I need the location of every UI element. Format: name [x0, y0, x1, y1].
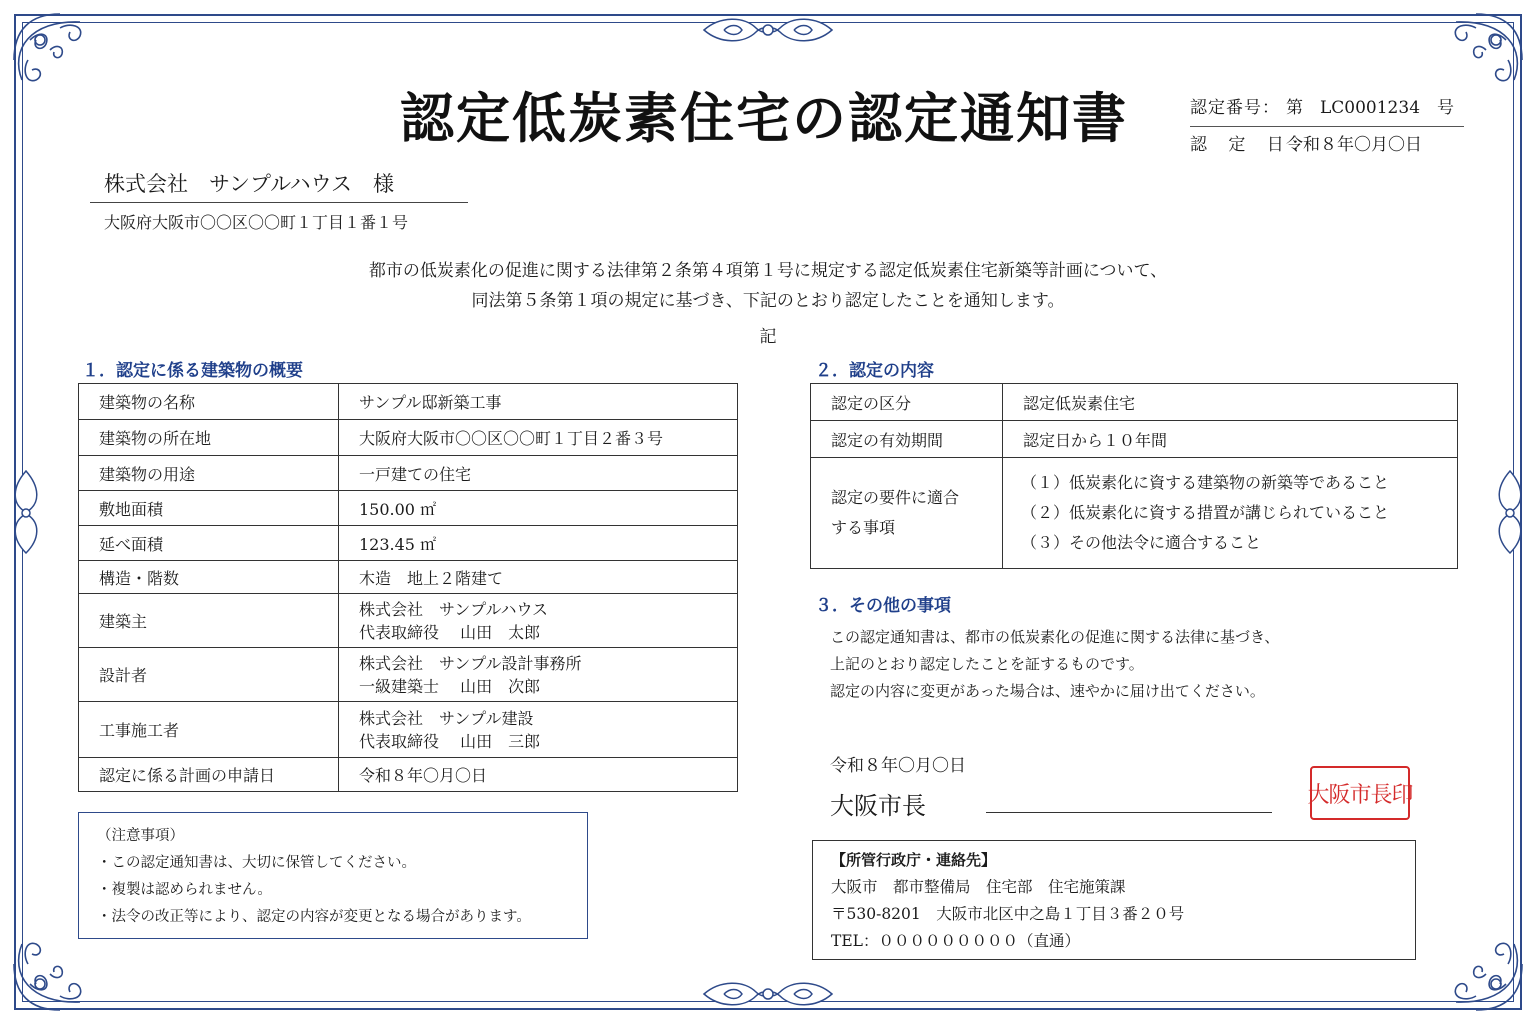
row-key: 延べ面積: [79, 526, 339, 561]
requirements-list: [1003, 458, 1458, 569]
notes-heading: （注意事項）: [97, 828, 184, 844]
note-item: ・この認定通知書は、大切に保管してください。: [97, 855, 416, 871]
row-key: 構造・階数: [79, 561, 339, 594]
row-key: 認定の有効期間: [811, 421, 1003, 458]
row-value: [339, 648, 738, 702]
issue-date: 令和８年〇月〇日: [830, 756, 966, 776]
row-key: 設計者: [79, 648, 339, 702]
row-value: 一戸建ての住宅: [339, 456, 738, 491]
value-line: 株式会社 サンプル設計事務所: [359, 653, 582, 673]
corner-ornament-icon: [1416, 904, 1536, 1024]
notes-box: [78, 812, 588, 939]
cert-date-label: 認 定 日：: [1190, 135, 1317, 155]
signature-line: [986, 812, 1272, 813]
bottom-ornament-icon: [700, 978, 836, 1010]
contact-dept: 大阪市 都市整備局 住宅部 住宅施策課: [831, 878, 1126, 896]
value-line: 株式会社 サンプルハウス: [359, 599, 548, 619]
recipient-address: 大阪府大阪市〇〇区〇〇町１丁目１番１号: [104, 213, 409, 232]
row-key: 建築主: [79, 594, 339, 648]
row-value: 木造 地上２階建て: [339, 561, 738, 594]
document-title: 認定低炭素住宅の認定通知書: [400, 86, 1128, 150]
table-row: [79, 491, 738, 526]
row-key: [811, 458, 1003, 569]
note-item: ・複製は認められません。: [97, 882, 272, 898]
contact-heading: 【所管行政庁・連絡先】: [831, 851, 997, 869]
table-row: [811, 421, 1458, 458]
corner-ornament-icon: [0, 0, 120, 120]
requirement-item: （１）低炭素化に資する建築物の新築等であること: [1021, 473, 1390, 492]
table-row: [79, 420, 738, 456]
section1-heading: １．認定に係る建築物の概要: [82, 361, 303, 381]
row-value: サンプル邸新築工事: [339, 384, 738, 420]
recipient-underline: [90, 202, 468, 203]
cert-number-label: 認定番号：: [1190, 98, 1280, 118]
cert-date-row: [1190, 127, 1464, 163]
cert-number-value: 第 LC0001234 号: [1286, 98, 1455, 118]
table-row: [79, 561, 738, 594]
side-ornament-icon: [1492, 467, 1528, 557]
other-line: 認定の内容に変更があった場合は、速やかに届け出てください。: [830, 682, 1265, 700]
row-key: 認定に係る計画の申請日: [79, 758, 339, 792]
mayor-title: 大阪市長: [830, 792, 926, 820]
table-row: [79, 594, 738, 648]
value-line: 代表取締役 山田 太郎: [359, 622, 541, 642]
side-ornament-icon: [8, 467, 44, 557]
contact-box: [812, 840, 1416, 960]
value-line: 代表取締役 山田 三郎: [359, 731, 541, 751]
section2-heading: ２．認定の内容: [815, 361, 934, 381]
other-line: 上記のとおり認定したことを証するものです。: [830, 655, 1144, 673]
recipient-name: 株式会社 サンプルハウス 様: [104, 172, 395, 196]
contact-address: 〒530-8201 大阪市北区中之島１丁目３番２０号: [831, 905, 1185, 923]
other-matters-text: [830, 624, 1279, 705]
other-line: この認定通知書は、都市の低炭素化の促進に関する法律に基づき、: [830, 628, 1280, 646]
row-key: 建築物の用途: [79, 456, 339, 491]
table-row: [79, 648, 738, 702]
contact-tel: TEL：０００００００００（直通）: [831, 932, 1080, 950]
table-row: [79, 384, 738, 420]
row-value: [339, 702, 738, 758]
value-line: 株式会社 サンプル建設: [359, 708, 534, 728]
building-overview-table: [78, 383, 738, 792]
certification-content-table: [810, 383, 1458, 569]
table-row: [811, 458, 1458, 569]
row-value: 認定低炭素住宅: [1003, 384, 1458, 421]
row-key: 建築物の名称: [79, 384, 339, 420]
row-key: 認定の区分: [811, 384, 1003, 421]
row-value: [339, 594, 738, 648]
table-row: [79, 758, 738, 792]
certificate-info: [1190, 90, 1464, 163]
value-line: 一級建築士 山田 次郎: [359, 676, 541, 696]
section3-heading: ３．その他の事項: [815, 596, 951, 616]
row-key: 敷地面積: [79, 491, 339, 526]
row-key: 建築物の所在地: [79, 420, 339, 456]
requirement-item: （３）その他法令に適合すること: [1021, 533, 1262, 552]
table-row: [79, 702, 738, 758]
row-value: 150.00 ㎡: [339, 491, 738, 526]
preamble-line: 都市の低炭素化の促進に関する法律第２条第４項第１号に規定する認定低炭素住宅新築等計画について、: [368, 261, 1168, 281]
row-value: 令和８年〇月〇日: [339, 758, 738, 792]
cert-number-row: [1190, 90, 1464, 127]
cert-date-value: 令和８年〇月〇日: [1286, 135, 1422, 155]
key-line: する事項: [831, 518, 896, 537]
key-line: 認定の要件に適合: [831, 488, 960, 507]
row-value: 大阪府大阪市〇〇区〇〇町１丁目２番３号: [339, 420, 738, 456]
row-value: 認定日から１０年間: [1003, 421, 1458, 458]
preamble-line: 同法第５条第１項の規定に基づき、下記のとおり認定したことを通知します。: [471, 291, 1065, 311]
official-seal-stamp: 大阪市長印: [1310, 766, 1410, 820]
ki-mark: 記: [759, 327, 777, 347]
note-item: ・法令の改正等により、認定の内容が変更となる場合があります。: [97, 909, 531, 925]
table-row: [79, 526, 738, 561]
requirement-item: （２）低炭素化に資する措置が講じられていること: [1021, 503, 1390, 522]
table-row: [811, 384, 1458, 421]
table-row: [79, 456, 738, 491]
top-ornament-icon: [700, 14, 836, 46]
row-key: 工事施工者: [79, 702, 339, 758]
row-value: 123.45 ㎡: [339, 526, 738, 561]
